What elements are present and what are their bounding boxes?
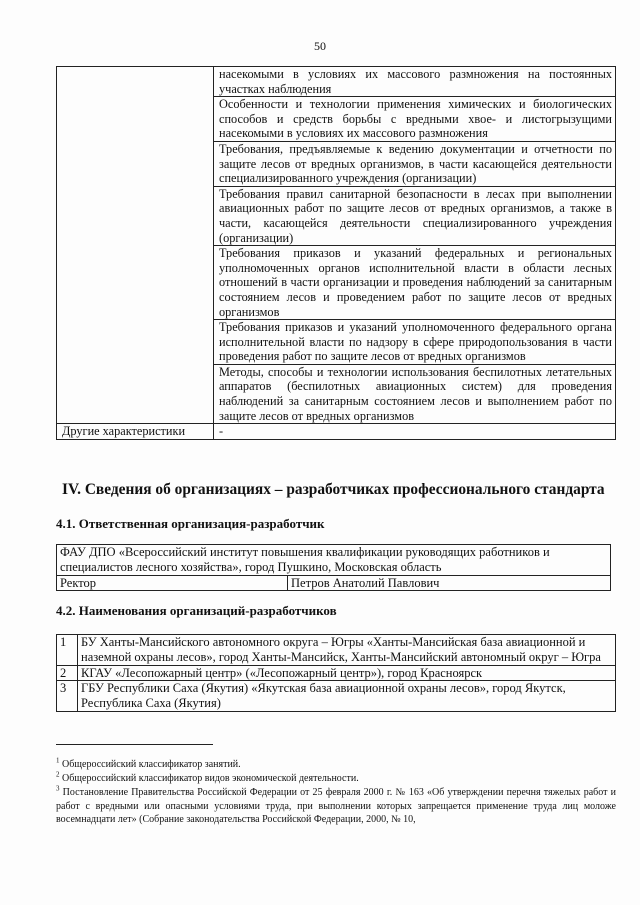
table-cell: Требования приказов и указаний федеральных и региональных уполномоченных органов исполнительной власти в области лесных отношений в части организации и проведения наблюдений за санитарным состоянием лесов и проведением работ по защите лесов от вредных организмов — [214, 246, 616, 320]
developer-name: БУ Ханты-Мансийского автономного округа – Югры «Ханты-Мансийская база авиационной и наземной охраны лесов», город Ханты-Мансийск, Ханты-Мансийский автономный округ – Югра — [78, 635, 616, 666]
table-row — [57, 681, 616, 712]
table-row — [57, 635, 616, 666]
footnote-text: Общероссийский классификатор занятий. — [62, 759, 241, 770]
table-cell: Требования приказов и указаний уполномоченного федерального органа исполнительной власти по надзору в сфере природопользования в части проведения работ по защите лесов от вредных организмов — [214, 320, 616, 365]
table-cell: насекомыми в условиях их массового размножения на постоянных участках наблюдения — [214, 67, 616, 97]
table-row — [57, 67, 616, 97]
table-cell: Требования правил санитарной безопасности в лесах при выполнении авиационных работ по защите лесов от вредных организмов, а также в части, касающейся деятельности специализированного учреждения (организации) — [214, 186, 616, 245]
table-row — [57, 545, 611, 576]
footnote-mark: 3 — [56, 784, 60, 793]
footnote — [56, 772, 616, 786]
required-knowledge-table — [56, 66, 616, 440]
subsection-title-4-1: 4.1. Ответственная организация-разработчик — [56, 516, 325, 531]
footnote-text: Общероссийский классификатор видов экономической деятельности. — [62, 773, 359, 784]
footnote-mark: 1 — [56, 756, 60, 765]
footnote-mark: 2 — [56, 770, 60, 779]
other-characteristics-label: Другие характеристики — [57, 424, 214, 440]
footnote — [56, 758, 616, 772]
table-cell-left — [57, 67, 214, 424]
page-number: 50 — [314, 39, 326, 53]
table-cell: Особенности и технологии применения химических и биологических способов и средств борьбы с вредными хвое- и листогрызущими насекомыми в условиях их массового размножения — [214, 97, 616, 142]
footnote-separator — [56, 744, 213, 745]
role-label: Ректор — [57, 575, 288, 591]
subsection-title-4-2: 4.2. Наименования организаций-разработчиков — [56, 603, 337, 618]
person-name: Петров Анатолий Павлович — [288, 575, 611, 591]
developers-table — [56, 634, 616, 712]
table-cell: Требования, предъявляемые к ведению документации и отчетности по защите лесов от вредных организмов, в части касающейся деятельности специализированного учреждения (организации) — [214, 141, 616, 186]
table-row-other — [57, 424, 616, 440]
developer-name: КГАУ «Лесопожарный центр» («Лесопожарный центр»), город Красноярск — [78, 665, 616, 681]
footnote-text: Постановление Правительства Российской Федерации от 25 февраля 2000 г. № 163 «Об утверждении перечня тяжелых работ и работ с вредными или опасными условиями труда, при выполнении которых запрещается применение труда лиц моложе восемнадцати лет» (Собрание законодательства Российской Федерации, 2000, № 10, — [56, 787, 616, 825]
footnote — [56, 786, 616, 827]
table-row — [57, 575, 611, 591]
organization-name: ФАУ ДПО «Всероссийский институт повышения квалификации руководящих работников и специалистов лесного хозяйства», город Пушкино, Московская область — [57, 545, 611, 576]
section-title: IV. Сведения об организациях – разработчиках профессионального стандарта — [62, 481, 605, 498]
developer-name: ГБУ Республики Саха (Якутия) «Якутская база авиационной охраны лесов», город Якутск, Республика Саха (Якутия) — [78, 681, 616, 712]
row-number: 3 — [57, 681, 78, 712]
table-row — [57, 665, 616, 681]
row-number: 2 — [57, 665, 78, 681]
table-cell: Методы, способы и технологии использования беспилотных летательных аппаратов (беспилотных авиационных систем) для проведения наблюдений за санитарным состоянием лесов и выполнением работ по защите лесов от вредных организмов — [214, 364, 616, 423]
row-number: 1 — [57, 635, 78, 666]
responsible-organization-table — [56, 544, 611, 591]
other-characteristics-value: - — [214, 424, 616, 440]
